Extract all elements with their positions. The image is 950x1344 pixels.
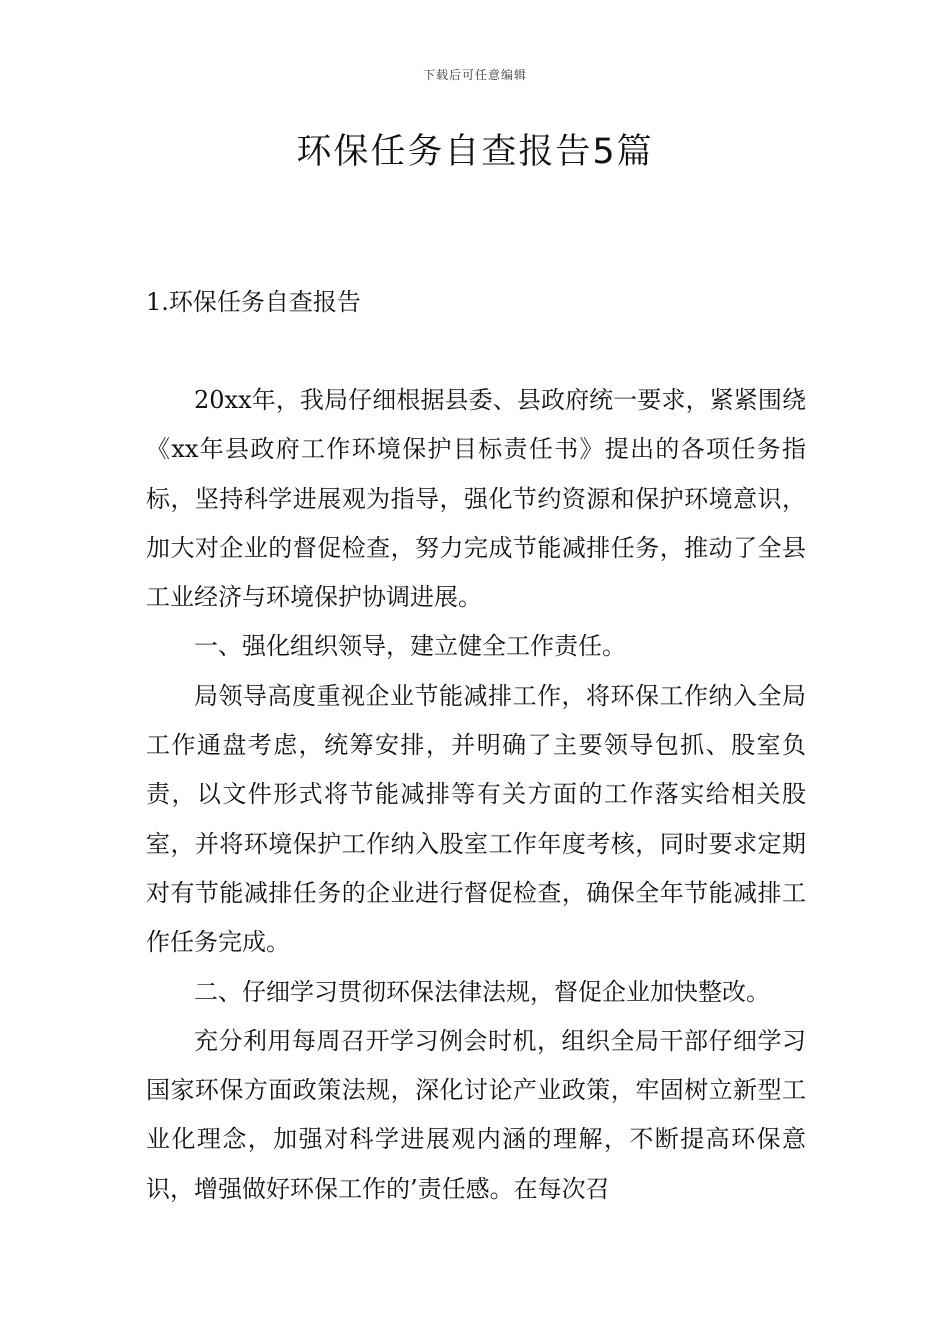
document-title: 环保任务自查报告5篇 [296, 132, 654, 172]
paragraph-point-two-heading: 二、仔细学习贯彻环保法律法规，督促企业加快整改。 [194, 977, 770, 1006]
paragraph-point-one-body: 局领导高度重视企业节能减排工作，将环保工作纳入全局工作通盘考虑，统筹安排，并明确了主要领导包抓、股室负责，以文件形式将节能减排等有关方面的工作落实给相关股室，并将环境保护工作纳入股室工作年度考核，同时要求定期对有节能减排任务的企业进行督促检查，确保全年节能减排工作任务完成。 [146, 681, 806, 957]
section-heading: 1.环保任务自查报告 [146, 288, 361, 316]
paragraph-point-two-body: 充分利用每周召开学习例会时机，组织全局干部仔细学习国家环保方面政策法规，深化讨论产业政策，牢固树立新型工业化理念，加强对科学进展观内涵的理解，不断提高环保意识，增强做好环保工作的’责任感。在每次召 [146, 1026, 806, 1203]
header-note: 下载后可任意编辑 [422, 68, 527, 82]
paragraph-point-one-heading: 一、强化组织领导，建立健全工作责任。 [194, 632, 626, 661]
body-text [146, 376, 806, 1214]
paragraph-intro: 20xx年，我局仔细根据县委、县政府统一要求，紧紧围绕《xx年县政府工作环境保护目标责任书》提出的各项任务指标，坚持科学进展观为指导，强化节约资源和保护环境意识，加大对企业的督促检查，努力完成节能减排任务，推动了全县工业经济与环境保护协调进展。 [146, 386, 806, 612]
